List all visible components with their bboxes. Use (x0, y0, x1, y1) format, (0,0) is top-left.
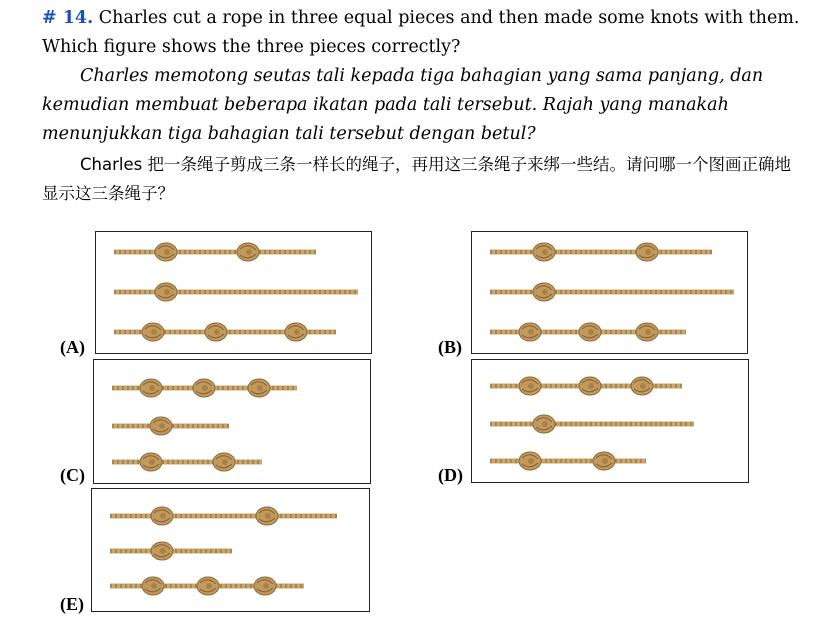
knot-icon (237, 243, 259, 261)
option-e-rope-2 (110, 542, 232, 560)
option-d-rope-1 (490, 377, 682, 395)
option-a-rope-2 (114, 283, 358, 301)
option-a-ropes (96, 232, 371, 353)
option-b-ropes (472, 232, 747, 353)
option-d-rope-3 (490, 452, 646, 470)
option-a-rope-1 (114, 243, 316, 261)
option-e-ropes (92, 489, 369, 611)
knot-icon (579, 323, 601, 341)
option-a-figure[interactable] (95, 231, 372, 354)
knot-icon (140, 379, 162, 397)
option-c-rope-1 (112, 379, 297, 397)
option-b-label[interactable]: (B) (438, 337, 462, 357)
knot-icon (155, 243, 177, 261)
option-d-ropes (472, 360, 748, 482)
option-c-ropes (94, 360, 370, 483)
option-a-label[interactable]: (A) (60, 337, 85, 357)
option-c-label[interactable]: (C) (60, 465, 85, 485)
knot-icon (193, 379, 215, 397)
question-english (42, 4, 802, 62)
option-c-figure[interactable] (93, 359, 371, 484)
knot-icon (256, 507, 278, 525)
knot-icon (579, 377, 601, 395)
knot-icon (248, 379, 270, 397)
knot-icon (213, 453, 235, 471)
knot-icon (533, 243, 555, 261)
knot-icon (140, 453, 162, 471)
question-malay: Charles memotong seutas tali kepada tiga bahagian yang sama panjang, dan kemudian membuat beberapa ikatan pada tali tersebut. Rajah yang manakah menunjukkan tiga bahagian tali tersebut dengan betul? (42, 66, 764, 144)
knot-icon (197, 577, 219, 595)
knot-icon (150, 417, 172, 435)
option-e-rope-1 (110, 507, 337, 525)
option-b-rope-1 (490, 243, 712, 261)
knot-icon (142, 577, 164, 595)
knot-icon (205, 323, 227, 341)
question-chinese: Charles 把一条绳子剪成三条一样长的绳子，再用这三条绳子来绑一些结。请问哪一个图画正确地显示这三条绳子？ (42, 155, 791, 203)
knot-icon (533, 415, 555, 433)
knot-icon (519, 377, 541, 395)
option-e-figure[interactable] (91, 488, 370, 612)
option-d-label[interactable]: (D) (438, 465, 463, 485)
knot-icon (155, 283, 177, 301)
knot-icon (285, 323, 307, 341)
question-english-text: Charles cut a rope in three equal pieces and then made some knots with them. Which figure shows the three pieces correctly? (42, 8, 800, 57)
knot-icon (142, 323, 164, 341)
knot-icon (151, 507, 173, 525)
knot-icon (533, 283, 555, 301)
question-number: # 14. (42, 8, 94, 28)
option-a-rope-3 (114, 323, 336, 341)
knot-icon (631, 377, 653, 395)
option-d-figure[interactable] (471, 359, 749, 483)
option-b-figure[interactable] (471, 231, 748, 354)
knot-icon (519, 452, 541, 470)
knot-icon (636, 243, 658, 261)
option-e-label[interactable]: (E) (60, 594, 84, 614)
option-c-rope-2 (112, 417, 229, 435)
option-c-rope-3 (112, 453, 262, 471)
knot-icon (636, 323, 658, 341)
knot-icon (151, 542, 173, 560)
option-e-rope-3 (110, 577, 304, 595)
knot-icon (519, 323, 541, 341)
option-b-rope-3 (490, 323, 686, 341)
option-d-rope-2 (490, 415, 694, 433)
knot-icon (593, 452, 615, 470)
option-b-rope-2 (490, 283, 734, 301)
knot-icon (254, 577, 276, 595)
